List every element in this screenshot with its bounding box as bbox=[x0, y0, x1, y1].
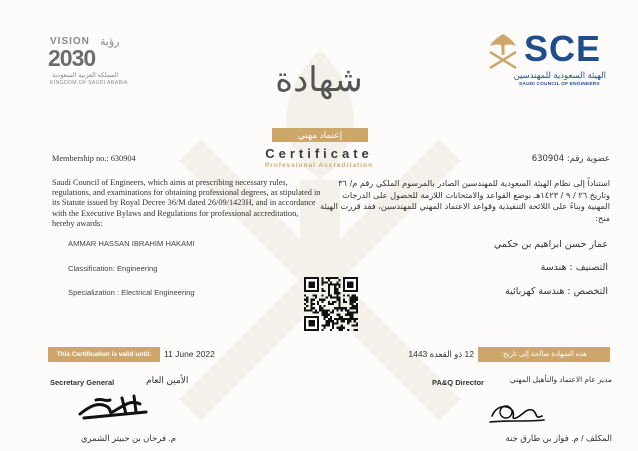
specialization-en: Specialization : Electrical Engineering bbox=[68, 288, 195, 297]
statement-en: Saudi Council of Engineers, which aims at prescribing necessary rules, regulations, and examinations for obtaining professional degrees, as stipulated in its Statute issued by Royal Decree 36/M dated 26/09/1423H, and in accordance with the Executive Bylaws and Regulations for professional accreditation, hereby awards: bbox=[52, 178, 321, 228]
validity-date-en: 11 June 2022 bbox=[164, 349, 215, 359]
validity-date-ar: 12 ذو القعدة 1443 bbox=[408, 349, 474, 359]
membership-number-en: Membership no.: 630904 bbox=[52, 154, 136, 163]
kingdom-ar: المملكة العربية السعودية bbox=[52, 72, 119, 79]
certificate-title: Certificate bbox=[265, 146, 373, 161]
validity-label-ar: هذه الشهادة صالحة إلى تاريخ: bbox=[478, 347, 610, 362]
vision-2030-logo bbox=[48, 36, 138, 90]
sce-name-ar: الهيئة السعودية للمهندسين bbox=[513, 70, 606, 80]
membership-number-ar: عضوية رقم: 630904 bbox=[531, 154, 610, 164]
secretary-general-signature bbox=[76, 392, 152, 422]
director-title-ar: مدير عام الاعتماد والتأهيل المهني bbox=[509, 375, 612, 384]
palm-swords-icon bbox=[486, 32, 520, 70]
secretary-general-title-ar: الأمين العام bbox=[146, 375, 189, 385]
vision-word: VISION bbox=[50, 36, 90, 47]
specialization-ar: التخصص : هندسة كهربائية bbox=[505, 286, 608, 297]
professional-accreditation-subtitle: Professional Accreditation bbox=[264, 162, 374, 169]
title-ar: شهادة bbox=[275, 60, 363, 100]
sce-name-en: SAUDI COUNCIL OF ENGINEERS bbox=[519, 82, 600, 87]
vision-word-ar: رؤية bbox=[100, 36, 120, 48]
accreditation-ar-bar: إعتماد مهني bbox=[272, 128, 368, 142]
kingdom-en: KINGDOM OF SAUDI ARABIA bbox=[50, 80, 128, 86]
statement-ar: استناداً إلى نظام الهيئة السعودية للمهندسين الصادر بالمرسوم الملكي رقم م/ ٣٦ وتاريخ ٢٦ / ٩ / ١٤٢٣هـ بوضع القواعد والامتحانات اللازمة للحصول على الدرجات المهنية وبناءً على اللائحة التنفيذية وقواعد الاعتماد المهني للمهندسين، فقد قررت الهيئة منح: bbox=[320, 178, 610, 223]
holder-name-en: AMMAR HASSAN IBRAHIM HAKAMI bbox=[68, 239, 195, 248]
vision-year: 2030 bbox=[48, 45, 96, 71]
classification-en: Classification: Engineering bbox=[68, 264, 158, 273]
sce-logo-text: SCE bbox=[524, 28, 602, 69]
secretary-general-name-ar: م. فرحان بن حبيتر الشمري bbox=[80, 433, 176, 443]
classification-ar: التصنيف : هندسة bbox=[540, 262, 608, 273]
director-signature bbox=[486, 398, 548, 426]
holder-name-ar: عمار حسن ابراهيم بن حكمي bbox=[493, 239, 608, 250]
director-name-ar: المكلف / م. فواز بن طارق جنة bbox=[505, 433, 612, 443]
validity-label-en: This Certification is valid until: bbox=[48, 347, 160, 362]
qr-code-icon[interactable] bbox=[304, 277, 358, 331]
sce-logo bbox=[486, 30, 616, 92]
director-title-en: PA&Q Director bbox=[432, 378, 484, 387]
secretary-general-title-en: Secretary General bbox=[50, 378, 115, 387]
